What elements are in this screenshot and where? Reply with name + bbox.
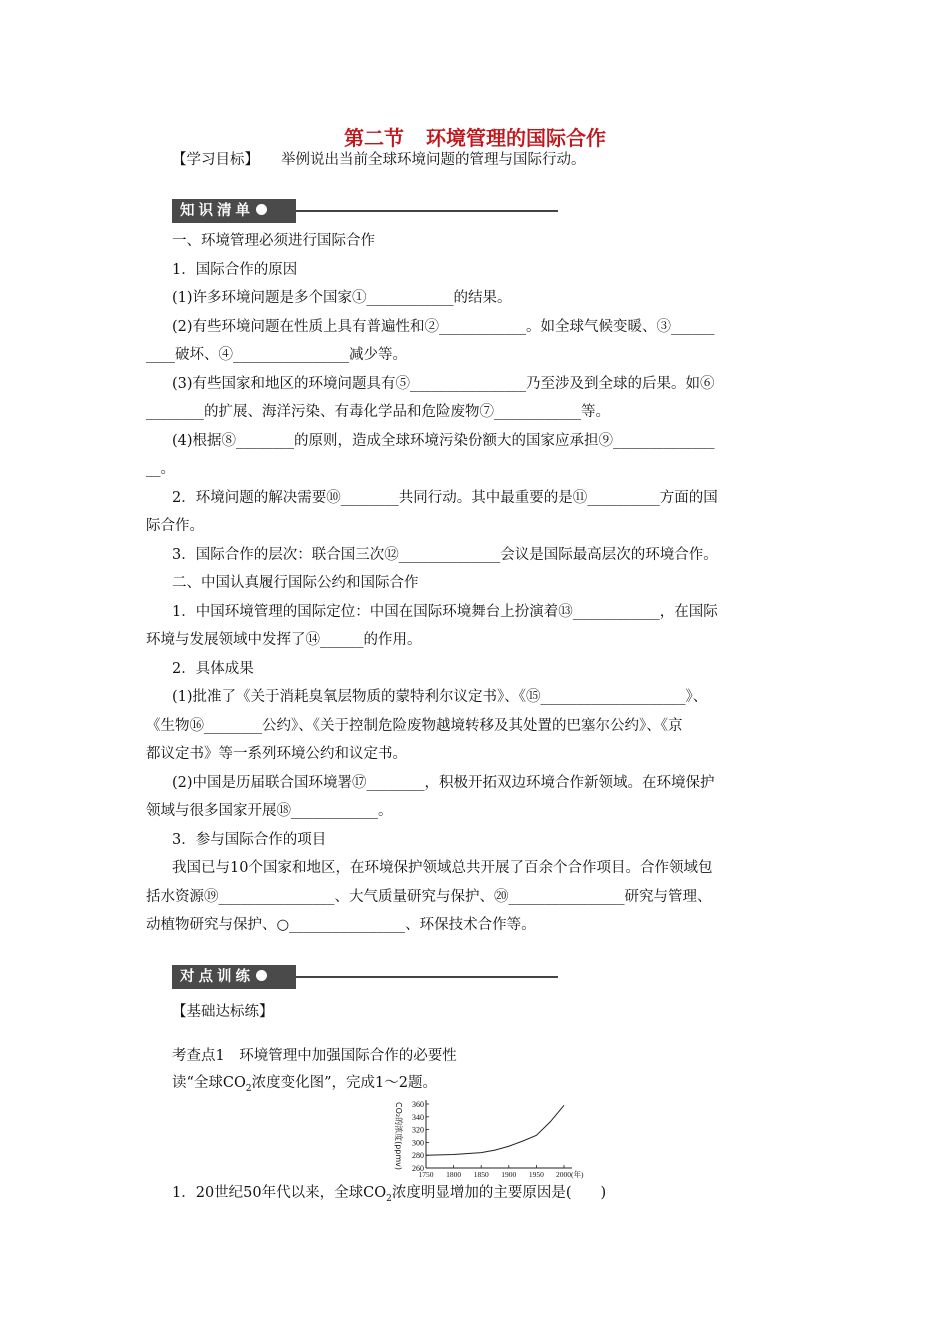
text-line: (2)有些环境问题在性质上具有普遍性和②____________。如全球气候变暖、③______: [172, 318, 715, 335]
text-line: 2．环境问题的解决需要⑩________共同行动。其中最重要的是⑪__________方面的国: [172, 489, 718, 506]
text-line: 环境与发展领域中发挥了⑭______的作用。: [146, 632, 422, 648]
text-line: 我国已与10个国家和地区，在环境保护领域总共开展了百余个合作项目。合作领域包: [172, 860, 713, 876]
reading-subscript: 2: [245, 1083, 252, 1094]
text-line: 2．具体成果: [172, 660, 254, 677]
text-line: 动植物研究与保护、○________________、环保技术合作等。: [146, 917, 536, 933]
y-tick-label: 260: [412, 1164, 424, 1173]
co2-concentration-chart: [370, 1098, 600, 1188]
text-line: __。: [146, 461, 175, 477]
banner-rule: [296, 210, 558, 212]
reading-text-pre: 读“全球CO: [172, 1075, 246, 1091]
text-line: 1．中国环境管理的国际定位：中国在国际环境舞台上扮演着⑬____________，在国际: [172, 603, 718, 620]
learning-goal-text: 举例说出当前全球环境问题的管理与国际行动。: [281, 152, 586, 168]
text-line: 3．国际合作的层次：联合国三次⑫______________会议是国际最高层次的环境合作。: [172, 546, 718, 563]
text-line: (1)批准了《关于消耗臭氧层物质的蒙特利尔议定书》、《⑮____________________》、: [172, 689, 708, 705]
x-tick-label: 1950: [528, 1170, 544, 1179]
text-line: (1)许多环境问题是多个国家①____________的结果。: [172, 290, 512, 306]
knowledge-banner-box: [172, 199, 296, 223]
text-line: ________的扩展、海洋污染、有毒化学品和危险废物⑦____________等。: [146, 404, 610, 420]
question-1-pre: 1．20世纪50年代以来，全球CO: [172, 1185, 387, 1201]
text-line: 二、中国认真履行国际公约和国际合作: [172, 575, 419, 591]
text-line: 3．参与国际合作的项目: [172, 831, 327, 848]
text-line: (4)根据⑧________的原则，造成全球环境污染份额大的国家应承担⑨______________: [172, 432, 715, 449]
y-axis-label: CO₂的浓度(ppmv): [394, 1101, 403, 1171]
question-1: [172, 1181, 606, 1204]
x-tick-label: 1750: [418, 1170, 434, 1179]
y-tick-label: 300: [412, 1138, 424, 1148]
text-line: (3)有些国家和地区的环境问题具有⑤________________乃至涉及到全球的后果。如⑥: [172, 375, 715, 392]
text-line: 领域与很多国家开展⑱____________。: [146, 803, 393, 819]
page-title: [0, 122, 950, 151]
training-banner: [172, 965, 560, 989]
x-tick-label: 1850: [473, 1170, 489, 1179]
question-1-subscript: 2: [386, 1193, 392, 1204]
text-line: 一、环境管理必须进行国际合作: [172, 233, 375, 249]
reading-instruction: [172, 1071, 437, 1094]
training-banner-box: [172, 965, 296, 989]
text-line: 都议定书》等一系列环境公约和议定书。: [146, 746, 407, 762]
learning-goal-label: 【学习目标】: [172, 152, 259, 168]
knowledge-banner: [172, 199, 560, 223]
exam-point: 考查点1 环境管理中加强国际合作的必要性: [172, 1048, 457, 1064]
text-line: 1．国际合作的原因: [172, 261, 298, 278]
learning-goal: [172, 148, 586, 169]
banner-rule: [296, 976, 558, 978]
reading-text-post: 浓度变化图”，完成1～2题。: [251, 1075, 438, 1091]
knowledge-banner-label: 知识清单: [180, 203, 254, 219]
y-tick-label: 320: [412, 1125, 424, 1135]
section-number: 第二节: [344, 126, 404, 150]
y-tick-label: 360: [412, 1100, 424, 1109]
knowledge-list: [146, 227, 812, 940]
question-1-post: 浓度明显增加的主要原因是( ): [391, 1185, 607, 1201]
text-line: 际合作。: [146, 518, 204, 534]
co2-series-line: [426, 1105, 564, 1155]
text-line: 括水资源⑲________________、大气质量研究与保护、⑳________________研究与管理、: [146, 888, 712, 905]
y-tick-label: 340: [412, 1112, 424, 1122]
text-line: 《生物⑯________公约》、《关于控制危险废物越境转移及其处置的巴塞尔公约》、《京: [146, 717, 683, 734]
banner-dot-icon: [256, 970, 267, 981]
x-tick-label: 1800: [446, 1170, 462, 1179]
y-tick-label: 280: [412, 1151, 424, 1161]
x-tick-label: 1900: [501, 1170, 517, 1179]
basic-heading: 【基础达标练】: [172, 1004, 274, 1020]
text-line: (2)中国是历届联合国环境署⑰________，积极开拓双边环境合作新领域。在环境保护: [172, 774, 715, 791]
banner-dot-icon: [256, 204, 267, 215]
x-tick-label: 2000(年): [556, 1170, 584, 1179]
text-line: ____破坏、④________________减少等。: [146, 347, 407, 363]
section-name: 环境管理的国际合作: [426, 126, 606, 150]
training-banner-label: 对点训练: [180, 969, 254, 985]
